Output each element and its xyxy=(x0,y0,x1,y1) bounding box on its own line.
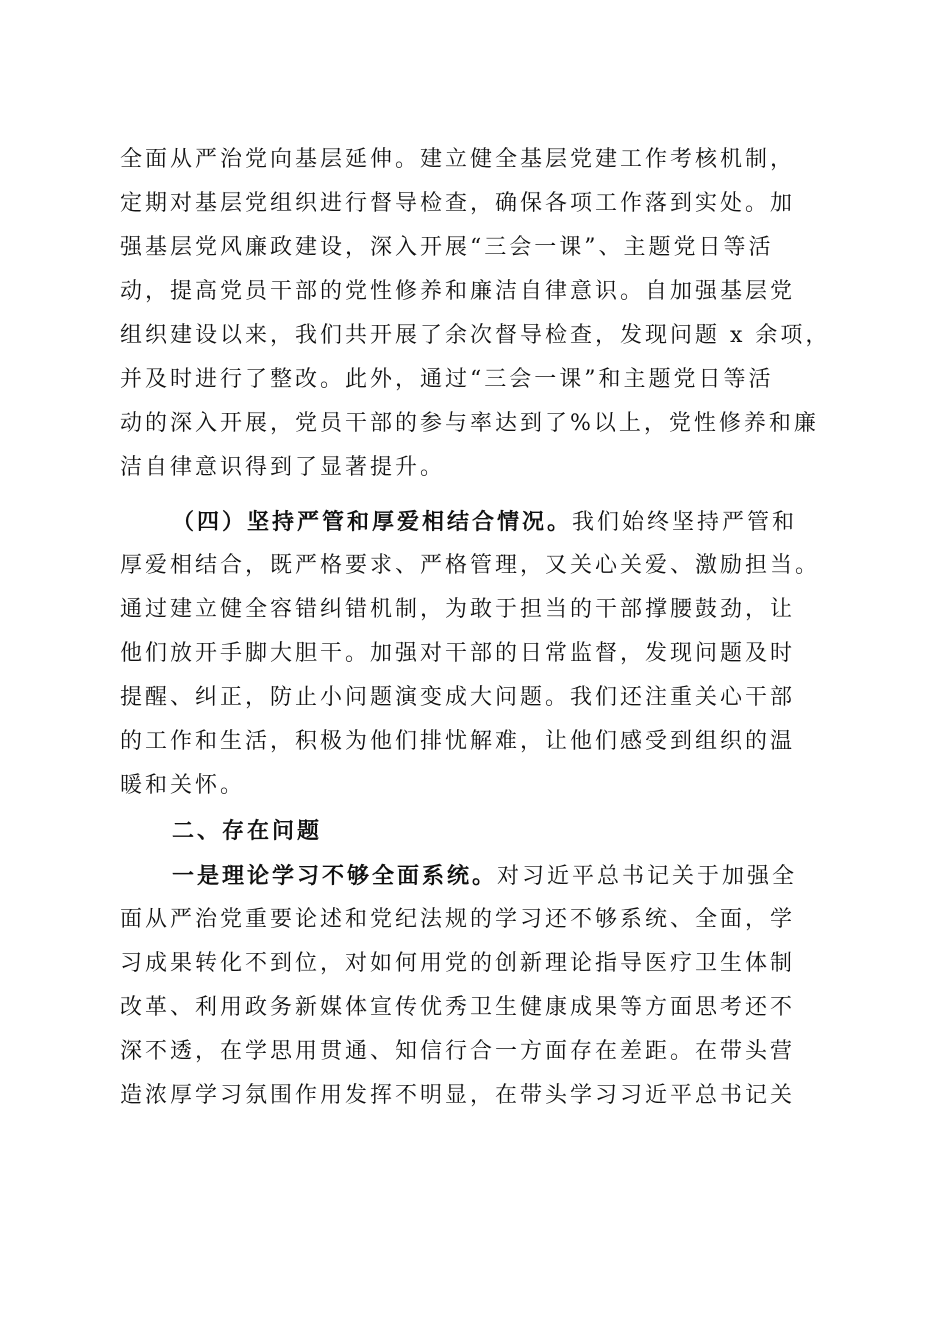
paragraph-line: 全面从严治党向基层延伸。建立健全基层党建工作考核机制， xyxy=(120,147,796,172)
paragraph-line: 洁自律意识得到了显著提升。 xyxy=(120,455,446,480)
paragraph-line: 定期对基层党组织进行督导检查，确保各项工作落到实处。加 xyxy=(120,191,796,216)
paragraph-line: 通过建立健全容错纠错机制，为敢于担当的干部撑腰鼓劲，让 xyxy=(120,597,796,622)
paragraph-first-line xyxy=(120,500,838,544)
section-heading-block xyxy=(120,810,838,854)
paragraph-lead-heading: （四）坚持严管和厚爱相结合情况。 xyxy=(172,509,573,535)
paragraph-line: 暖和关怀。 xyxy=(120,773,246,798)
paragraph-lead-heading: 一是理论学习不够全面系统。 xyxy=(172,863,498,889)
paragraph-lead-text: 对习近平总书记关于加强全 xyxy=(497,864,798,889)
paragraph-3 xyxy=(120,854,838,1118)
paragraph-line: 面从严治党重要论述和党纪法规的学习还不够系统、全面，学 xyxy=(120,907,796,932)
paragraph-line: 深不透，在学思用贯通、知信行合一方面存在差距。在带头营 xyxy=(120,1039,796,1064)
paragraph-line: 他们放开手脚大胆干。加强对干部的日常监督，发现问题及时 xyxy=(120,641,796,666)
paragraph-line: 改革、利用政务新媒体宣传优秀卫生健康成果等方面思考还不 xyxy=(120,995,796,1020)
paragraph-first-line xyxy=(120,854,838,898)
paragraph-line: 习成果转化不到位，对如何用党的创新理论指导医疗卫生体制 xyxy=(120,951,796,976)
paragraph-line: 的工作和生活，积极为他们排忧解难，让他们感受到组织的温 xyxy=(120,729,796,754)
paragraph-line: 造浓厚学习氛围作用发挥不明显，在带头学习习近平总书记关 xyxy=(120,1083,796,1108)
paragraph-line: 动的深入开展，党员干部的参与率达到了%以上，党性修养和廉 xyxy=(120,411,819,436)
paragraph-line: 厚爱相结合，既严格要求、严格管理，又关心关爱、激励担当。 xyxy=(120,553,821,578)
paragraph-1 xyxy=(120,138,838,490)
paragraph-line: 动，提高党员干部的党性修养和廉洁自律意识。自加强基层党 xyxy=(120,279,796,304)
paragraph-line: 提醒、纠正，防止小问题演变成大问题。我们还注重关心干部 xyxy=(120,685,796,710)
paragraph-line: 并及时进行了整改。此外，通过“三会一课”和主题党日等活 xyxy=(120,367,774,392)
paragraph-line: 强基层党风廉政建设，深入开展“三会一课”、主题党日等活 xyxy=(120,235,774,260)
section-heading: 二、存在问题 xyxy=(172,819,323,844)
paragraph-2 xyxy=(120,500,838,808)
paragraph-line: 组织建设以来，我们共开展了余次督导检查，发现问题 x 余项， xyxy=(120,323,831,348)
paragraph-lead-text: 我们始终坚持严管和 xyxy=(572,510,798,535)
